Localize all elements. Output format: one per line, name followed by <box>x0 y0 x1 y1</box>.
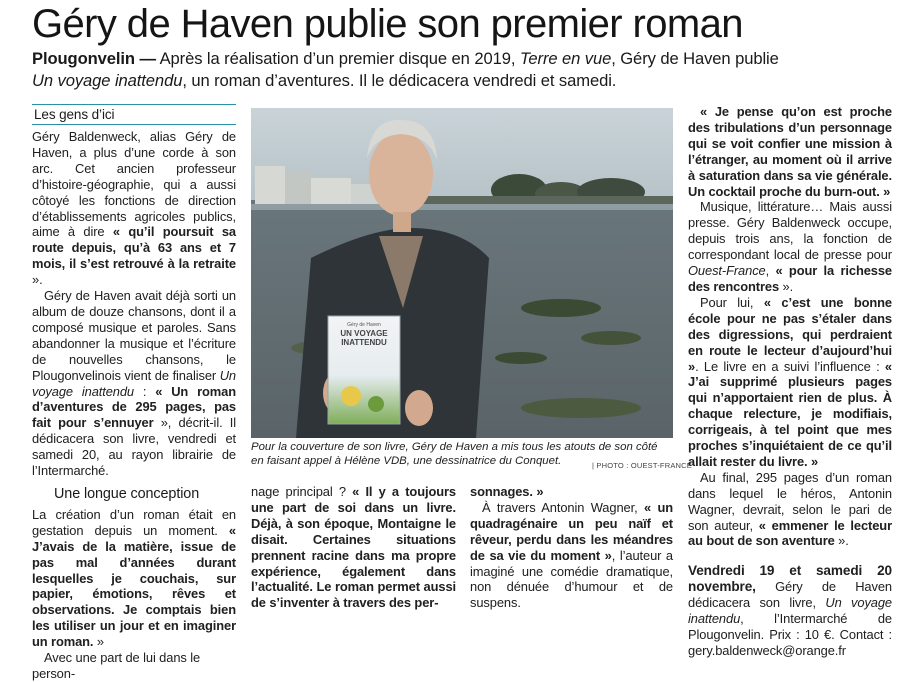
event-info-text: Géry de Haven dédicacera son livre, <box>688 579 892 611</box>
col4-p3-quote-2: « J’ai supprimé plusieurs pages qui n’apportaient rien de plus. À chaque relecture, je modifiais, corrigeais, à tel point que mes proches s’inquiétaient de ce qu’il allait rester du livre. » <box>688 358 892 469</box>
col1-p3-text: La création d’un roman était en gestation depuis un moment. <box>32 506 236 538</box>
column-1 <box>32 104 236 682</box>
event-info-title: Un voyage inattendu <box>688 595 893 627</box>
col4-paragraph-2 <box>688 199 892 294</box>
col2-p1-text: nage principal ? <box>251 484 353 499</box>
col1-paragraph-4: Avec une part de lui dans le person- <box>32 650 201 681</box>
col2-paragraph-1 <box>251 484 456 611</box>
lead-text-2: , Géry de Haven publie <box>611 49 779 68</box>
lead-location: Plougonvelin — <box>32 49 156 68</box>
col4-p1-quote: « Je pense qu’on est proche des tribulations d’un personnage qui se voit confier une mission à l’étranger, au moment où il arrive à saturation dans sa vie générale. Un cocktail proche du burn-out. » <box>688 104 892 199</box>
col1-p2-end: », décrit-il. Il dédicacera son livre, vendredi et samedi 20, au rayon librairie de l’Intermarché. <box>32 415 236 479</box>
col1-p2-quote: « Un roman d’aventures de 295 pages, pas fait pour s’ennuyer <box>32 383 236 431</box>
book-author: Géry de Haven <box>347 322 381 328</box>
col3-p2-end: , l’auteur a imaginé une comédie dramatique, non dénuée d’humour et de suspens. <box>470 547 673 611</box>
col1-paragraph-3 <box>32 507 236 650</box>
col1-p1-text: Géry Baldenweck, alias Géry de Haven, a plus d’une corde à son arc. Cet ancien professeur d’histoire-géographie, qui a aussi côtoyé les fonctions de direction d’établissements agricoles publics, aime à dire <box>32 129 236 240</box>
event-info-date: Vendredi 19 et samedi 20 novembre, <box>688 563 892 595</box>
col3-paragraph-2 <box>470 500 673 611</box>
lead-album-title: Terre en vue <box>519 49 612 68</box>
column-3 <box>470 484 673 611</box>
column-4 <box>688 104 892 659</box>
col4-p2-text: Musique, littérature… Mais aussi presse. Géry Baldenweck occupe, depuis trois ans, la fonction de correspondant local de presse pour <box>688 199 892 263</box>
photo-illustration <box>251 108 673 438</box>
photo-caption: Pour la couverture de son livre, Géry de Haven a mis tous les atouts de son côté en faisant appel à Hélène VDB, une dessinatrice du Conquet. <box>251 441 658 467</box>
col4-p3-mid: . Le livre en a suivi l’influence : <box>695 358 885 374</box>
photo-credit: | PHOTO : OUEST-FRANCE <box>592 461 692 470</box>
col1-p3-end: » <box>93 634 104 650</box>
col4-p3-quote: « c’est une bonne école pour ne pas s’étaler dans des digressions, qui perdraient en route le lecteur d’aujourd’hui » <box>688 294 893 374</box>
col4-paragraph-3 <box>688 295 892 470</box>
lead-novel-title: Un voyage inattendu <box>32 71 183 90</box>
col1-paragraph-2 <box>32 288 236 479</box>
col4-p2-quote: « pour la richesse des rencontres <box>688 263 893 294</box>
col1-p2-title: Un voyage inattendu <box>32 367 236 399</box>
subhead: Une longue conception <box>54 485 200 502</box>
col4-p2-end: ». <box>779 278 794 294</box>
lead-text-1: Après la réalisation d’un premier disque en 2019, <box>155 49 520 68</box>
col3-paragraph-1 <box>470 484 673 500</box>
col1-p1-end: ». <box>32 272 43 288</box>
col1-p2-colon: : <box>134 383 156 399</box>
col2-p1-quote: « Il y a toujours une part de soi dans un livre. Déjà, à son époque, Montaigne le disait. Certaines situations prennent racine dans ma propre expérience, également dans l’actualité. Le roman permet aussi de s’inventer à travers des per- <box>251 484 456 611</box>
col1-p3-quote: « J’avais de la matière, issue de pas mal d’années durant lesquelles je couchais, sur papier, émotions, rêves et observations. Je comptais bien les utiliser un jour et en imaginer un roman. <box>32 522 236 650</box>
book-title-line-1: UN VOYAGE <box>340 329 388 338</box>
col3-p2-quote: « un quadragénaire un peu naïf et rêveur, perdu dans les méandres de sa vie du moment » <box>470 499 673 563</box>
event-info <box>688 563 892 658</box>
col4-p4-text: Au final, 295 pages d’un roman dans lequel le héros, Antonin Wagner, devrait, selon le pari de son auteur, <box>688 469 892 533</box>
book-title-line-2: INATTENDU <box>341 338 387 347</box>
lead-paragraph <box>32 48 892 92</box>
col4-p4-end: ». <box>834 533 849 549</box>
rubric-label: Les gens d’ici <box>32 104 236 125</box>
event-info-text-2: , l’Intermarché de Plougonvelin. Prix : 10 €. Contact : gery.baldenweck@orange.fr <box>688 611 892 658</box>
col1-p1-quote: « qu’il poursuit sa route depuis, qu’à 63 ans et 7 mois, il s’est retrouvé à la retraite <box>32 224 236 272</box>
col4-p2-paper: Ouest-France <box>688 263 766 279</box>
photo <box>251 108 673 438</box>
col4-p3-text: Pour lui, <box>700 294 764 310</box>
col3-p1-quote: sonnages. » <box>470 484 544 499</box>
lead-text-3: , un roman d’aventures. Il le dédicacera vendredi et samedi. <box>182 71 617 90</box>
col1-paragraph-1 <box>32 129 236 288</box>
col4-paragraph-4 <box>688 470 892 550</box>
col4-p2-comma: , <box>765 263 776 279</box>
col4-paragraph-1 <box>688 104 892 199</box>
col3-p2-text: À travers Antonin Wagner, <box>482 499 644 515</box>
column-2 <box>251 484 456 611</box>
col1-p2-text: Géry de Haven avait déjà sorti un album de douze chansons, dont il a composé musique et paroles. Sans abandonner la musique et l’écriture de nouvelles chansons, le Plougonvelinois vient de finaliser <box>32 288 236 383</box>
col4-p4-quote: « emmener le lecteur au bout de son aventure <box>688 517 892 549</box>
headline: Géry de Haven publie son premier roman <box>32 2 743 46</box>
